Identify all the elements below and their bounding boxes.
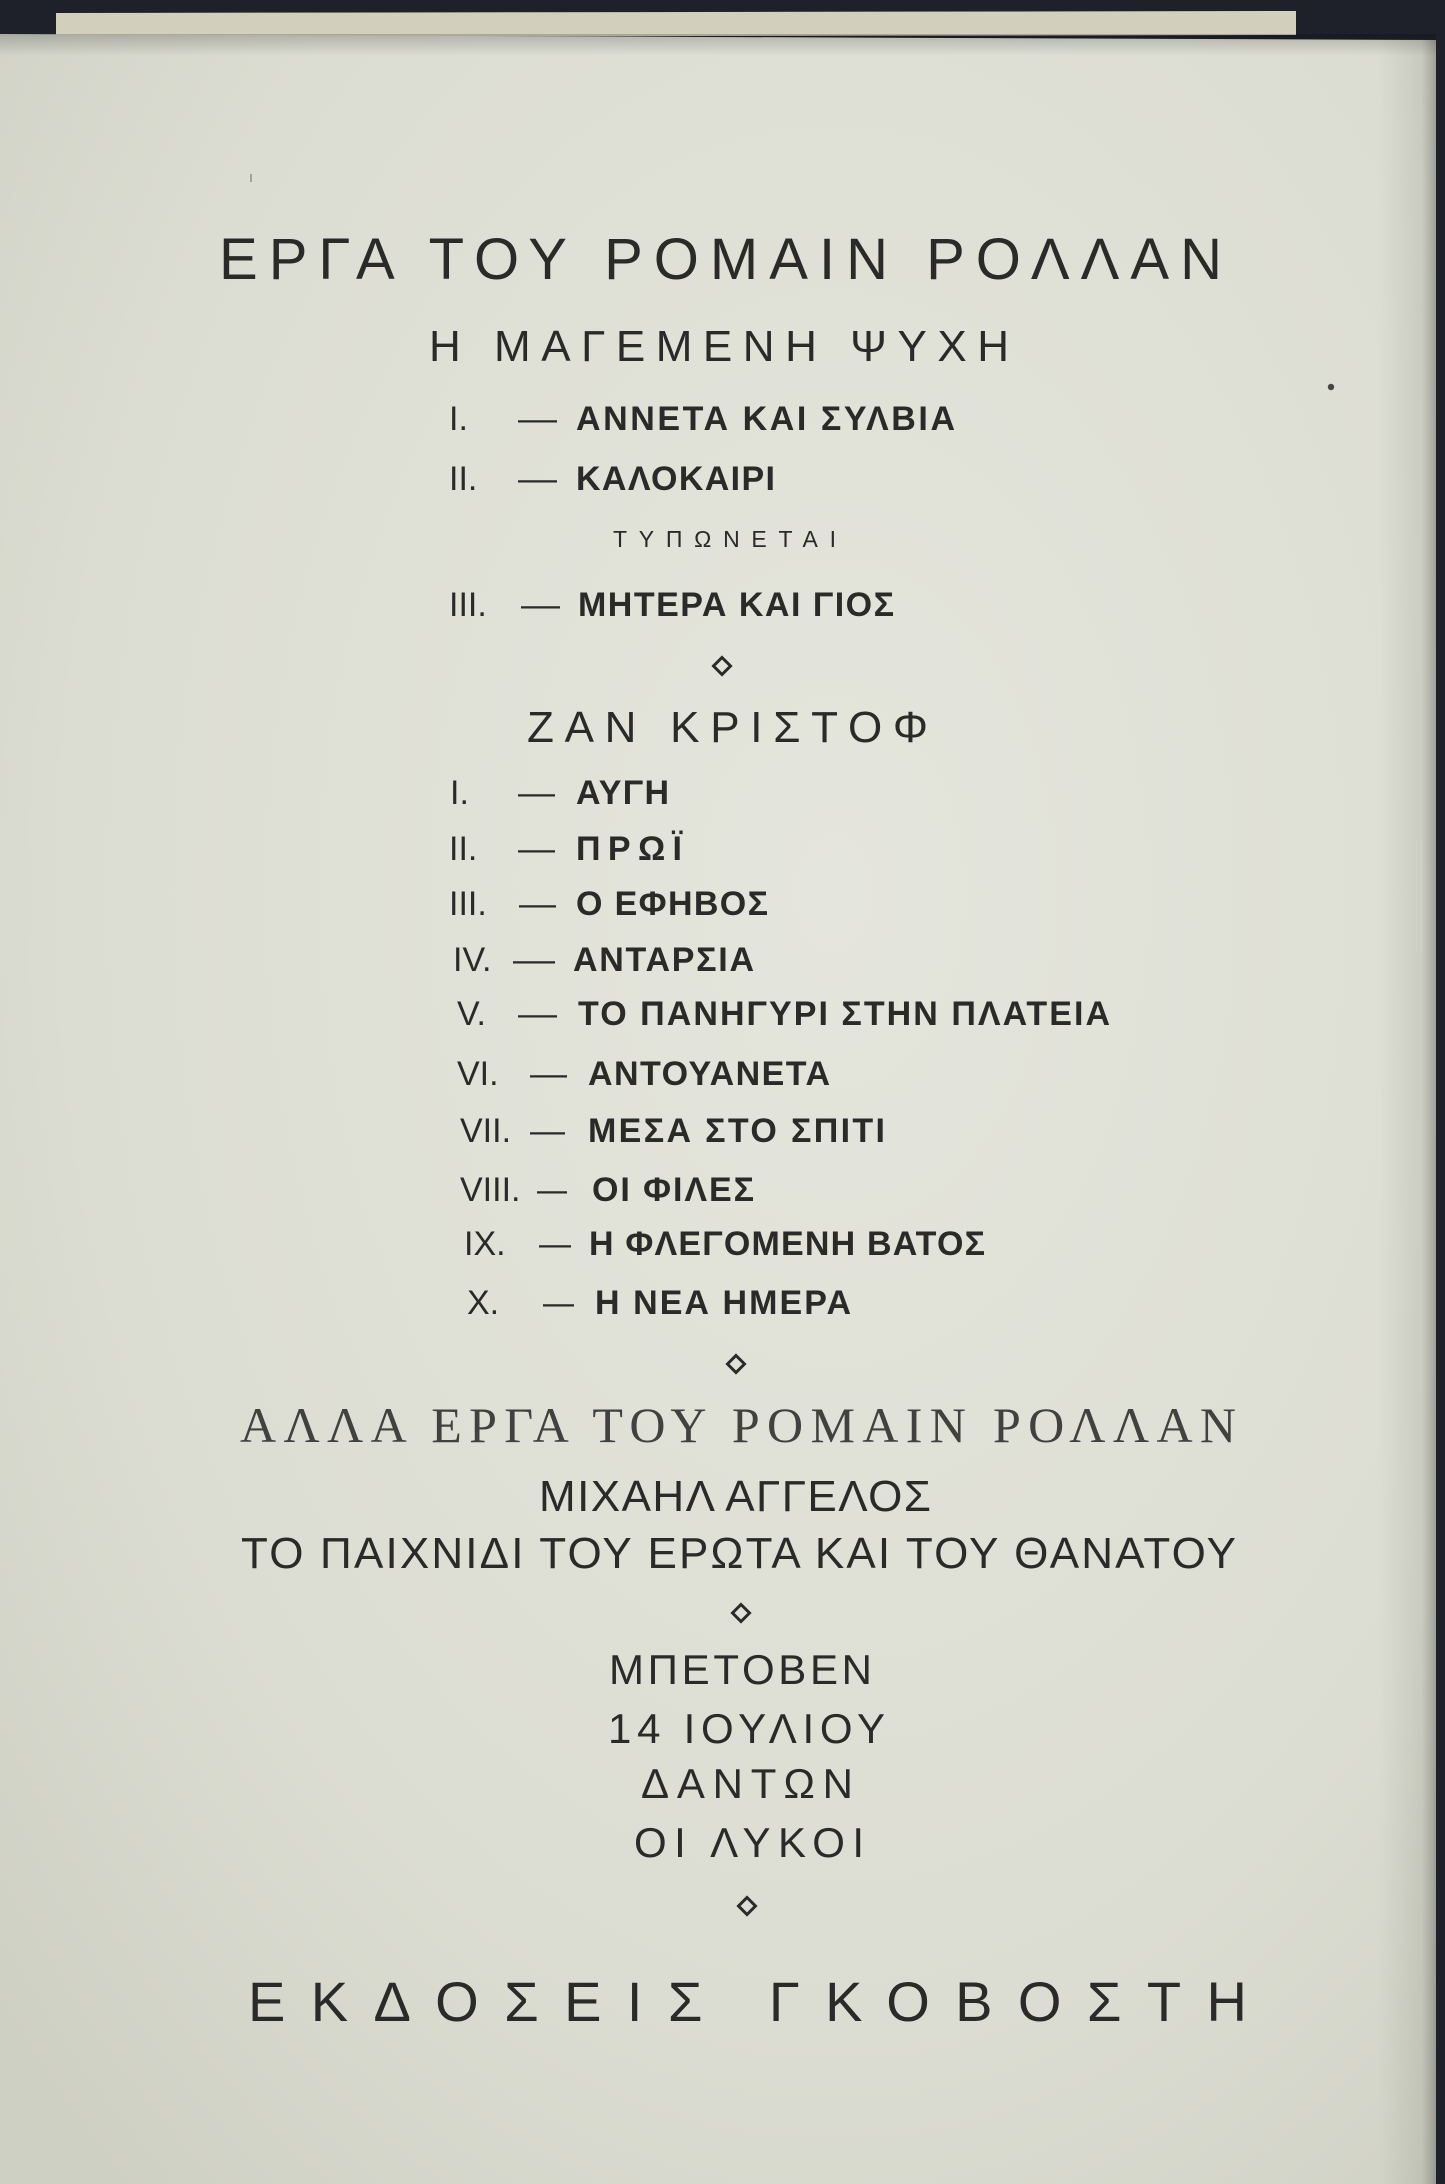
other-work-title: ΟΙ ΛΥΚΟΙ (634, 1819, 864, 1866)
volume-title: ΚΑΛΟΚΑΙΡΙ (576, 460, 775, 498)
other-work-title: ΔΑΝΤΩΝ (641, 1760, 853, 1807)
volume-separator: — (539, 1225, 571, 1263)
page-top-shadow (0, 34, 1436, 56)
volume-title: ΑΝΤΟΥΑΝΕΤΑ (588, 1055, 830, 1093)
volume-title: ΑΥΓΗ (576, 774, 669, 812)
volume-separator: — (518, 400, 557, 438)
volume-title: ΑΝΤΑΡΣΙΑ (573, 941, 754, 979)
forthcoming-label: ΤΥΠΩΝΕΤΑΙ (613, 526, 836, 552)
series-title: Η ΜΑΓΕΜΕΝΗ ΨΥΧΗ (429, 322, 1009, 371)
volume-number: IV. (453, 941, 492, 979)
volume-title: Ο ΕΦΗΒΟΣ (576, 885, 768, 923)
volume-title: ΜΗΤΕΡΑ ΚΑΙ ΓΙΟΣ (578, 586, 894, 624)
other-works-heading: ΑΛΛΑ ΕΡΓΑ ΤΟΥ ΡΟΜΑΙΝ ΡΟΛΛΑΝ (240, 1397, 1236, 1453)
other-work-title: 14 ΙΟΥΛΙΟΥ (608, 1705, 885, 1752)
page-heading: ΕΡΓΑ ΤΟΥ ΡΟΜΑΙΝ ΡΟΛΛΑΝ (219, 227, 1222, 292)
publisher-name: ΕΚΔΟΣΕΙΣ ΓΚΟΒΟΣΤΗ (248, 1970, 1247, 2033)
volume-separator: — (521, 586, 560, 624)
volume-number: II. (449, 830, 478, 868)
other-work-title: ΜΠΕΤΟΒΕΝ (609, 1646, 872, 1693)
volume-number: III. (449, 586, 487, 624)
previous-page-edge (56, 11, 1296, 37)
series-title: ΖΑΝ ΚΡΙΣΤΟΦ (527, 703, 928, 752)
volume-separator: — (518, 995, 557, 1033)
volume-title: ΤΟ ΠΑΝΗΓΥΡΙ ΣΤΗΝ ΠΛΑΤΕΙΑ (578, 995, 1110, 1033)
volume-number: VII. (460, 1112, 512, 1150)
volume-title: ΑΝΝΕΤΑ ΚΑΙ ΣΥΛΒΙΑ (576, 400, 955, 438)
volume-row (457, 995, 1110, 1033)
volume-number: VIII. (460, 1171, 521, 1209)
volume-row (460, 1171, 754, 1209)
volume-number: III. (449, 885, 487, 923)
other-work-title: ΤΟ ΠΑΙΧΝΙΔΙ ΤΟΥ ΕΡΩΤΑ ΚΑΙ ΤΟΥ ΘΑΝΑΤΟΥ (241, 1529, 1236, 1578)
volume-title: Η ΝΕΑ ΗΜΕΡΑ (595, 1284, 851, 1322)
volume-separator: — (518, 774, 555, 812)
volume-separator: — (530, 1112, 565, 1150)
volume-title: ΠΡΩΪ (576, 830, 682, 868)
volume-separator: — (530, 1055, 567, 1093)
volume-number: VI. (457, 1055, 499, 1093)
volume-separator: — (518, 460, 557, 498)
volume-number: II. (449, 460, 478, 498)
volume-title: ΜΕΣΑ ΣΤΟ ΣΠΙΤΙ (588, 1112, 885, 1150)
volume-title: ΟΙ ΦΙΛΕΣ (592, 1171, 754, 1209)
volume-number: IX. (464, 1225, 506, 1263)
paper-speck (1328, 384, 1334, 390)
volume-separator: — (518, 830, 555, 868)
paper-speck (250, 174, 252, 182)
volume-separator: — (537, 1171, 567, 1209)
volume-separator: — (543, 1284, 574, 1322)
volume-title: Η ΦΛΕΓΟΜΕΝΗ ΒΑΤΟΣ (589, 1225, 985, 1263)
volume-separator: — (519, 885, 556, 923)
other-work-title: ΜΙΧΑΗΛ ΑΓΓΕΛΟΣ (539, 1472, 931, 1521)
page-curl-shadow (1378, 40, 1436, 2184)
volume-separator: — (513, 941, 555, 979)
volume-number: I. (450, 774, 469, 812)
volume-number: V. (457, 995, 487, 1033)
volume-row (464, 1225, 985, 1263)
volume-number: X. (467, 1284, 500, 1322)
volume-number: I. (449, 400, 468, 438)
